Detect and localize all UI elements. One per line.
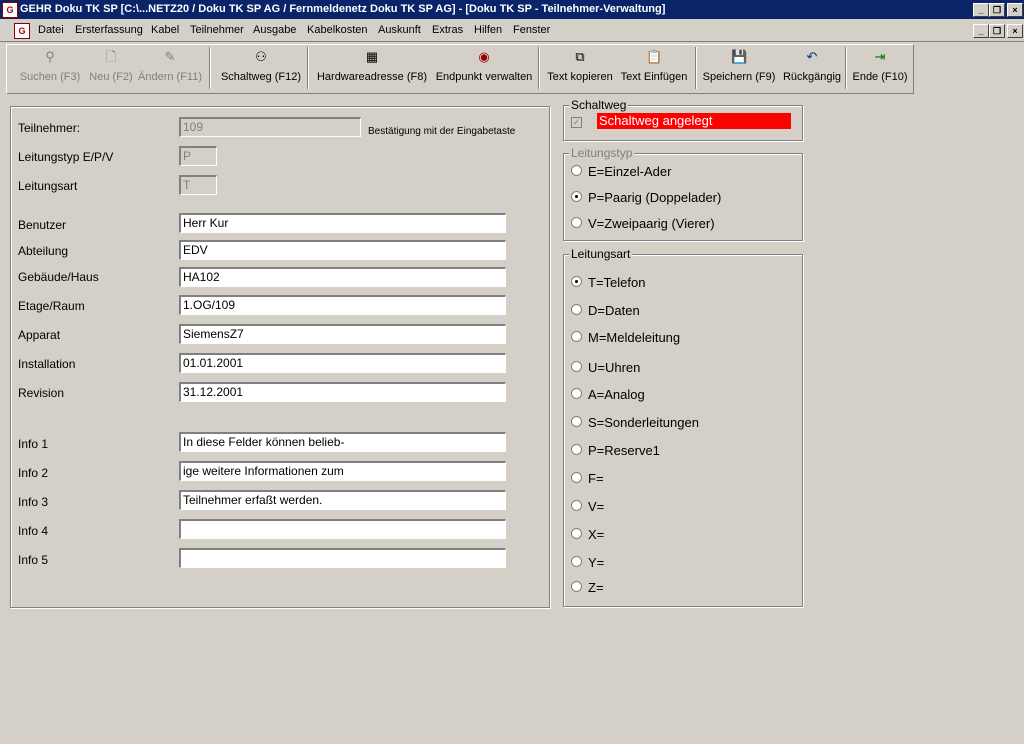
leitungstyp-input[interactable]: P — [179, 146, 217, 166]
info3-label: Info 3 — [18, 495, 49, 509]
save-label: Speichern (F9) — [702, 71, 776, 83]
hardware-address-button[interactable] — [311, 45, 433, 91]
leitungsart-radio[interactable] — [571, 472, 582, 483]
paste-icon: 📋 — [646, 49, 663, 64]
teilnehmer-input[interactable]: 109 — [179, 117, 361, 137]
restore-icon[interactable]: ❐ — [989, 3, 1005, 17]
title-bar[interactable] — [0, 0, 1024, 19]
info5-input[interactable] — [179, 548, 506, 568]
copy-icon: ⧉ — [575, 49, 585, 64]
toolbar-separator — [538, 47, 540, 89]
leitungsart-radio[interactable] — [571, 388, 582, 399]
etage-input[interactable]: 1.OG/109 — [179, 295, 506, 315]
schaltweg-title: Schaltweg — [571, 98, 627, 112]
leitungsart-radio[interactable] — [571, 361, 582, 372]
paste-label: Text Einfügen — [620, 71, 688, 83]
schaltweg-status: Schaltweg angelegt — [597, 113, 791, 129]
toolbar — [6, 44, 914, 94]
copy-label: Text kopieren — [547, 71, 613, 83]
leitungsart-option: M=Meldeleitung — [588, 330, 681, 345]
menu-auskunft[interactable]: Auskunft — [378, 24, 421, 36]
leitungsart-option: X= — [588, 527, 605, 542]
leitungsart-radio[interactable] — [571, 304, 582, 315]
leitungsart-option: Z= — [588, 580, 604, 595]
leitungsart-radio[interactable] — [571, 581, 582, 592]
menu-extras[interactable]: Extras — [432, 24, 464, 36]
mdi-child-icon[interactable]: G — [14, 23, 30, 39]
endpoint-label: Endpunkt verwalten — [435, 71, 533, 83]
paste-text-button[interactable] — [615, 45, 693, 91]
benutzer-label: Benutzer — [18, 218, 67, 232]
leitungstyp-title: Leitungstyp — [571, 146, 633, 160]
leitungsart-radio[interactable] — [571, 528, 582, 539]
save-button[interactable] — [698, 45, 780, 91]
info2-input[interactable]: ige weitere Informationen zum — [179, 461, 506, 481]
route-label: Schaltweg (F12) — [220, 71, 302, 83]
window-title: GEHR Doku TK SP [C:\...NETZ20 / Doku TK SP AG / Fernmeldenetz Doku TK SP AG] - [Doku TK SP - Teilnehmer-Verwaltung] — [20, 3, 666, 15]
revision-label: Revision — [18, 386, 65, 400]
installation-label: Installation — [18, 357, 76, 371]
leitungstyp-option-p: P=Paarig (Doppelader) — [588, 190, 722, 205]
leitungsart-radio[interactable] — [571, 276, 582, 287]
info4-input[interactable] — [179, 519, 506, 539]
info1-input[interactable]: In diese Felder können belieb- — [179, 432, 506, 452]
close-icon[interactable]: × — [1007, 3, 1023, 17]
child-minimize-icon[interactable]: _ — [973, 24, 989, 38]
leitungsart-option: D=Daten — [588, 303, 640, 318]
search-label: Suchen (F3) — [19, 71, 81, 83]
child-restore-icon[interactable]: ❐ — [989, 24, 1005, 38]
exit-label: Ende (F10) — [852, 71, 908, 83]
menu-ausgabe[interactable]: Ausgabe — [253, 24, 297, 36]
new-button[interactable] — [85, 45, 137, 91]
toolbar-separator — [845, 47, 847, 89]
leitungsart-option: S=Sonderleitungen — [588, 415, 699, 430]
leitungstyp-option-v: V=Zweipaarig (Vierer) — [588, 216, 715, 231]
info5-label: Info 5 — [18, 553, 49, 567]
menu-hilfen[interactable]: Hilfen — [474, 24, 503, 36]
route-button[interactable] — [213, 45, 309, 91]
menu-teilnehmer[interactable]: Teilnehmer — [190, 24, 244, 36]
toolbar-separator — [695, 47, 697, 89]
new-label: Neu (F2) — [89, 71, 133, 83]
leitungsart-label: Leitungsart — [18, 179, 78, 193]
schaltweg-checkbox[interactable]: ✓ — [572, 117, 581, 127]
minimize-icon[interactable]: _ — [973, 3, 989, 17]
benutzer-input[interactable]: Herr Kur — [179, 213, 506, 233]
menu-ersterfassung[interactable]: Ersterfassung — [75, 24, 143, 36]
binoculars-icon: ⚲ — [45, 49, 55, 64]
info2-label: Info 2 — [18, 466, 49, 480]
exit-button[interactable] — [849, 45, 911, 91]
etage-label: Etage/Raum — [18, 299, 85, 313]
leitungsart-input[interactable]: T — [179, 175, 217, 195]
toolbar-separator — [307, 47, 309, 89]
leitungsart-option: A=Analog — [588, 387, 645, 402]
new-document-icon: 🗋 — [105, 49, 117, 64]
endpoint-target-icon: ◉ — [478, 49, 490, 64]
undo-arrow-icon: ↶ — [806, 49, 818, 64]
hardware-icon: ▦ — [365, 49, 379, 64]
leitungstyp-label: Leitungstyp E/P/V — [18, 150, 114, 164]
copy-text-button[interactable] — [543, 45, 617, 91]
edit-button[interactable] — [135, 45, 205, 91]
app-icon[interactable]: G — [2, 2, 18, 18]
exit-door-icon: ⇥ — [874, 49, 886, 64]
route-person-icon: ⚇ — [255, 49, 267, 64]
edit-label: Ändern (F11) — [138, 71, 202, 83]
leitungstyp-radio-p[interactable] — [571, 191, 582, 202]
revision-input[interactable]: 31.12.2001 — [179, 382, 506, 402]
apparat-label: Apparat — [18, 328, 61, 342]
endpoint-button[interactable] — [432, 45, 536, 91]
leitungsart-radio[interactable] — [571, 416, 582, 427]
menu-fenster[interactable]: Fenster — [513, 24, 551, 36]
toolbar-separator — [209, 47, 211, 89]
child-close-icon[interactable]: × — [1007, 24, 1023, 38]
leitungsart-option: U=Uhren — [588, 360, 641, 375]
floppy-disk-icon: 💾 — [731, 49, 748, 64]
info3-input[interactable]: Teilnehmer erfaßt werden. — [179, 490, 506, 510]
hwaddr-label: Hardwareadresse (F8) — [316, 71, 428, 83]
apparat-input[interactable]: SiemensZ7 — [179, 324, 506, 344]
leitungsart-radio[interactable] — [571, 500, 582, 511]
leitungsart-option: V= — [588, 499, 605, 514]
abteilung-input[interactable]: EDV — [179, 240, 506, 260]
leitungsart-option: P=Reserve1 — [588, 443, 660, 458]
leitungsart-radio[interactable] — [571, 556, 582, 567]
undo-label: Rückgängig — [782, 71, 842, 83]
leitungsart-option: T=Telefon — [588, 275, 646, 290]
leitungstyp-radio-e[interactable] — [571, 165, 582, 176]
menu-kabel[interactable]: Kabel — [151, 24, 180, 36]
teilnehmer-hint: Bestätigung mit der Eingabetaste — [368, 126, 516, 137]
menu-bar — [0, 20, 1024, 42]
installation-input[interactable]: 01.01.2001 — [179, 353, 506, 373]
gebaeude-input[interactable]: HA102 — [179, 267, 506, 287]
abteilung-label: Abteilung — [18, 244, 69, 258]
undo-button[interactable] — [779, 45, 845, 91]
leitungsart-option: Y= — [588, 555, 605, 570]
leitungsart-radio[interactable] — [571, 331, 582, 342]
search-button[interactable] — [13, 45, 87, 91]
leitungsart-title: Leitungsart — [571, 247, 631, 261]
edit-pen-icon: ✎ — [164, 49, 176, 64]
leitungsart-option: F= — [588, 471, 604, 486]
menu-kabelkosten[interactable]: Kabelkosten — [307, 24, 368, 36]
leitungsart-radio[interactable] — [571, 444, 582, 455]
leitungstyp-radio-v[interactable] — [571, 217, 582, 228]
gebaeude-label: Gebäude/Haus — [18, 270, 99, 284]
menu-datei[interactable]: Datei — [38, 24, 64, 36]
leitungstyp-option-e: E=Einzel-Ader — [588, 164, 672, 179]
info4-label: Info 4 — [18, 524, 49, 538]
teilnehmer-label: Teilnehmer: — [18, 121, 81, 135]
info1-label: Info 1 — [18, 437, 49, 451]
